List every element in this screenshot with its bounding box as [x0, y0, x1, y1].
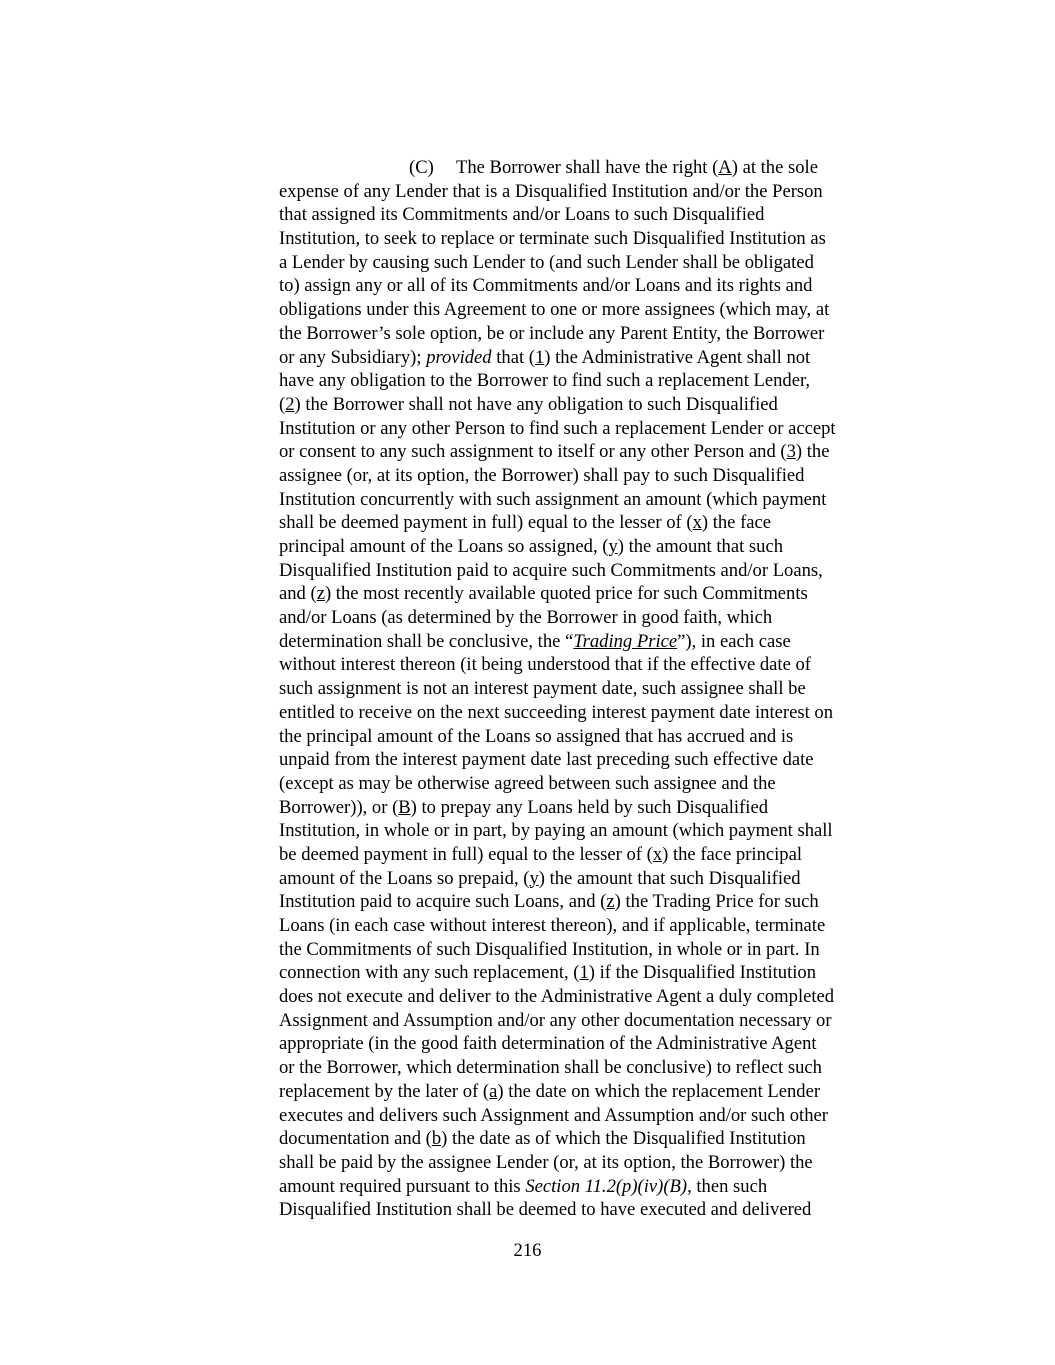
text-line — [279, 772, 901, 796]
text-run: Trading Price — [573, 630, 678, 652]
text-line — [279, 274, 901, 298]
text-line — [279, 393, 901, 417]
text-line — [279, 582, 901, 606]
text-line — [279, 796, 901, 820]
text-run: ) the amount that such — [617, 536, 783, 557]
text-line — [279, 1151, 901, 1175]
text-run: Institution paid to acquire such Loans, and ( — [279, 891, 607, 913]
text-run: have any obligation to the Borrower to find such a replacement Lender, — [279, 370, 811, 392]
text-line — [279, 843, 901, 867]
text-run: , then such — [687, 1175, 768, 1197]
text-line — [279, 488, 901, 512]
text-run: amount required pursuant to this — [279, 1175, 526, 1197]
text-run: principal amount of the Loans so assigned, ( — [279, 536, 609, 557]
text-line — [279, 251, 901, 275]
text-run: A — [718, 157, 732, 178]
text-line — [279, 535, 901, 559]
text-run: replacement by the later of ( — [279, 1080, 490, 1102]
text-line — [279, 322, 901, 346]
text-line — [279, 677, 901, 701]
text-run: and ( — [279, 583, 317, 605]
text-line — [279, 203, 901, 227]
text-run: x — [652, 843, 663, 865]
text-line — [279, 1009, 901, 1033]
text-run: assignee (or, at its option, the Borrower) shall pay to such Disqualified — [279, 464, 805, 486]
text-line — [279, 1080, 901, 1104]
text-run: x — [692, 512, 702, 534]
text-run: that ( — [491, 346, 535, 368]
text-run: Borrower)), or ( — [279, 796, 399, 818]
text-run: Disqualified Institution shall be deemed to have executed and delivered — [279, 1199, 812, 1221]
text-run: Institution, to seek to replace or terminate such Disqualified Institution as — [279, 228, 826, 250]
text-run: B — [398, 796, 411, 818]
text-line — [279, 890, 901, 914]
text-run: Section 11.2(p)(iv)(B) — [525, 1175, 688, 1197]
text-run: ) the Administrative Agent shall not — [544, 346, 811, 368]
text-run: or consent to any such assignment to itself or any other Person and ( — [279, 441, 787, 463]
text-run: Assignment and Assumption and/or any other documentation necessary or — [279, 1009, 832, 1031]
text-run: connection with any such replacement, ( — [279, 962, 580, 984]
text-run: determination shall be conclusive, the “ — [279, 630, 574, 652]
text-line — [279, 227, 901, 251]
text-run: y — [608, 536, 618, 557]
text-line — [279, 369, 901, 393]
text-line — [279, 1175, 901, 1199]
text-run: ) the date as of which the Disqualified Institution — [441, 1128, 806, 1150]
text-run: ( — [279, 393, 286, 415]
text-run: ) the — [795, 441, 830, 463]
text-run: ) to prepay any Loans held by such Disqualified — [410, 796, 768, 818]
text-run: ) if the Disqualified Institution — [588, 962, 817, 984]
text-line — [279, 346, 901, 370]
text-line — [279, 156, 901, 180]
clause-c-paragraph — [279, 156, 901, 1222]
text-run: 2 — [285, 393, 295, 415]
text-run: Institution, in whole or in part, by paying an amount (which payment shall — [279, 820, 833, 842]
text-run: unpaid from the interest payment date last preceding such effective date — [279, 749, 814, 771]
text-line — [279, 867, 901, 891]
text-run: ) the face principal — [662, 843, 802, 865]
text-line — [279, 559, 901, 583]
text-line — [279, 630, 901, 654]
text-run: 1 — [534, 346, 545, 368]
text-run: z — [316, 583, 325, 605]
text-run: (except as may be otherwise agreed between such assignee and the — [279, 772, 776, 794]
text-line — [279, 1104, 901, 1128]
text-run: The Borrower shall have the right ( — [456, 157, 719, 178]
text-run: or any Subsidiary); — [279, 346, 427, 368]
text-run: such assignment is not an interest payment date, such assignee shall be — [279, 678, 806, 700]
text-run: shall be paid by the assignee Lender (or, at its option, the Borrower) the — [279, 1151, 813, 1173]
text-run: the principal amount of the Loans so assigned that has accrued and is — [279, 725, 794, 747]
text-run: without interest thereon (it being understood that if the effective date of — [279, 654, 811, 676]
text-line — [279, 938, 901, 962]
text-line — [279, 961, 901, 985]
text-run: Loans (in each case without interest thereon), and if applicable, terminate — [279, 915, 826, 936]
text-run: 3 — [786, 441, 796, 463]
page-number: 216 — [513, 1240, 542, 1261]
text-run: that assigned its Commitments and/or Loans to such Disqualified — [279, 204, 765, 226]
text-run: Institution concurrently with such assignment an amount (which payment — [279, 488, 827, 510]
text-run: ) the face — [701, 512, 772, 534]
text-line — [279, 725, 901, 749]
text-run: executes and delivers such Assignment and Assumption and/or such other — [279, 1104, 828, 1126]
text-run: appropriate (in the good faith determination of the Administrative Agent — [279, 1033, 817, 1055]
text-line — [279, 653, 901, 677]
text-run: b — [431, 1128, 442, 1150]
text-run: does not execute and deliver to the Administrative Agent a duly completed — [279, 986, 835, 1008]
text-run: ) the amount that such Disqualified — [538, 867, 801, 889]
text-run: a — [489, 1080, 498, 1102]
text-run: Disqualified Institution paid to acquire such Commitments and/or Loans, — [279, 559, 823, 581]
text-line — [279, 985, 901, 1009]
text-run: ) the Borrower shall not have any obligation to such Disqualified — [294, 393, 778, 415]
text-run: documentation and ( — [279, 1128, 432, 1150]
text-line — [279, 701, 901, 725]
text-run: be deemed payment in full) equal to the lesser of ( — [279, 843, 653, 865]
text-run: and/or Loans (as determined by the Borrower in good faith, which — [279, 607, 773, 629]
text-run: the Borrower’s sole option, be or include any Parent Entity, the Borrower — [279, 322, 825, 344]
text-run: shall be deemed payment in full) equal to the lesser of ( — [279, 512, 693, 534]
text-run: ) the date on which the replacement Lender — [497, 1080, 821, 1102]
text-run: expense of any Lender that is a Disqualified Institution and/or the Person — [279, 180, 823, 202]
text-run: a Lender by causing such Lender to (and such Lender shall be obligated — [279, 251, 814, 273]
text-line — [279, 606, 901, 630]
text-run: or the Borrower, which determination shall be conclusive) to reflect such — [279, 1057, 822, 1079]
text-line — [279, 1032, 901, 1056]
text-line — [279, 819, 901, 843]
text-run: amount of the Loans so prepaid, ( — [279, 867, 530, 889]
text-line — [279, 417, 901, 441]
clause-label: (C) — [409, 157, 434, 178]
text-run: entitled to receive on the next succeeding interest payment date interest on — [279, 701, 833, 723]
paragraph-lines — [279, 156, 901, 1222]
text-line — [279, 298, 901, 322]
text-line — [279, 180, 901, 204]
text-run: y — [529, 867, 539, 889]
text-run: z — [606, 891, 615, 913]
text-line — [279, 748, 901, 772]
text-run: ) the most recently available quoted price for such Commitments — [324, 583, 808, 605]
text-run: ) the Trading Price for such — [614, 891, 819, 913]
text-run: the Commitments of such Disqualified Institution, in whole or in part. In — [279, 938, 820, 960]
text-line — [279, 1056, 901, 1080]
text-run: 1 — [579, 962, 589, 984]
text-run: Institution or any other Person to find such a replacement Lender or accept — [279, 417, 836, 439]
text-run: ”), in each case — [677, 630, 791, 652]
text-run: obligations under this Agreement to one or more assignees (which may, at — [279, 299, 830, 321]
text-line — [279, 440, 901, 464]
text-line — [279, 914, 901, 938]
text-line — [279, 464, 901, 488]
text-run: ) at the sole — [731, 157, 818, 178]
text-line — [279, 511, 901, 535]
text-run: provided — [426, 346, 492, 368]
text-run: to) assign any or all of its Commitments and/or Loans and its rights and — [279, 275, 813, 297]
text-line — [279, 1127, 901, 1151]
text-line — [279, 1198, 901, 1222]
